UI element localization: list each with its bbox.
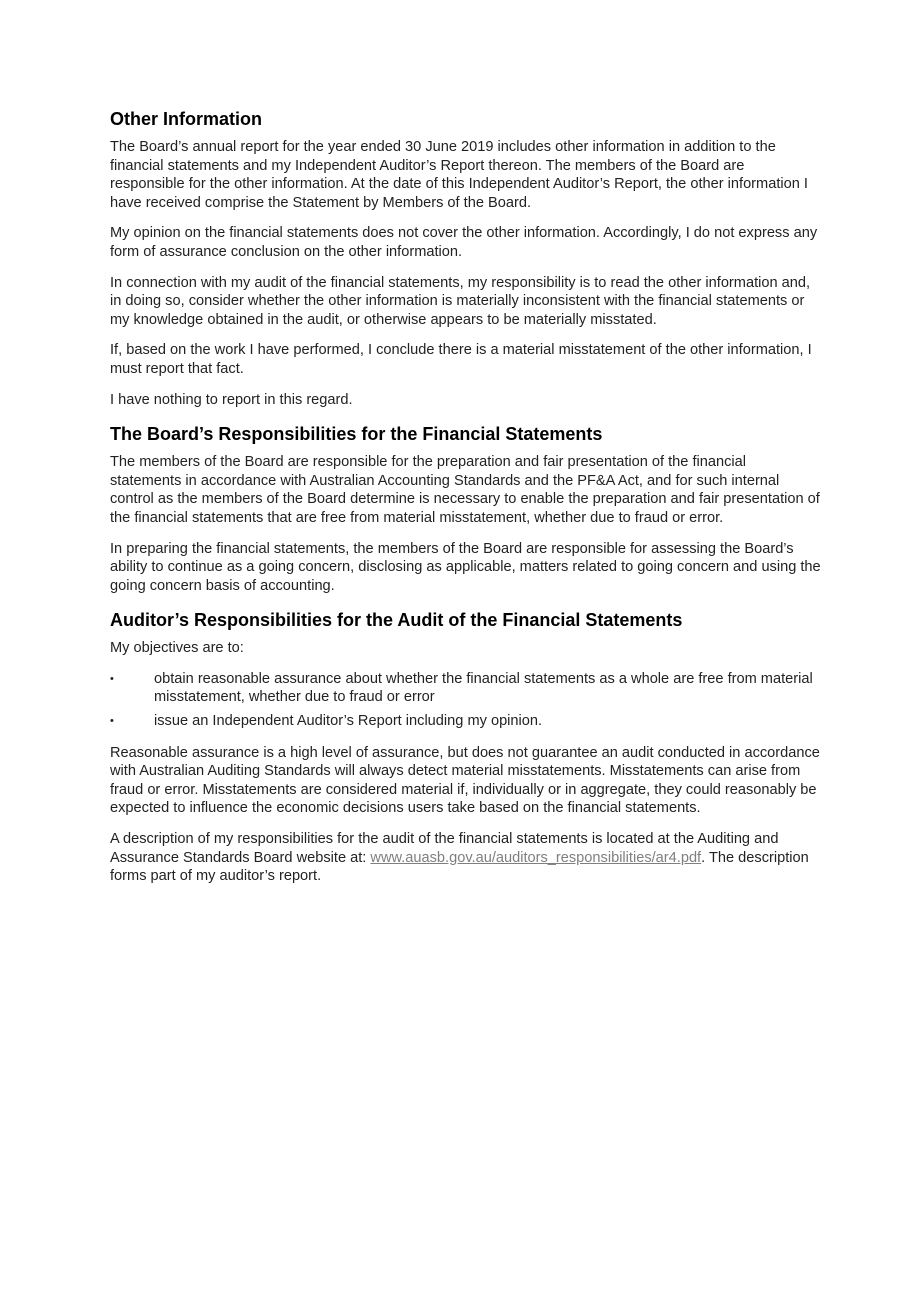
list-item (110, 670, 821, 707)
paragraph-with-link (110, 830, 821, 886)
paragraph: My opinion on the financial statements does not cover the other information. Accordingly, I do not express any form of assurance conclusion on the other information. (110, 225, 818, 260)
section-heading: Other Information (110, 109, 262, 129)
paragraph: If, based on the work I have performed, I conclude there is a material misstatement of the other information, I must report that fact. (110, 342, 812, 377)
list-item (110, 712, 821, 731)
section-heading: The Board’s Responsibilities for the Financial Statements (110, 424, 603, 445)
section-heading: Auditor’s Responsibilities for the Audit of the Financial Statements (110, 610, 683, 631)
section-other-information (110, 108, 821, 409)
list-item-text: issue an Independent Auditor’s Report including my opinion. (154, 713, 543, 730)
paragraph: My objectives are to: (110, 640, 244, 657)
auasb-responsibilities-link[interactable]: www.auasb.gov.au/auditors_responsibilities/ar4.pdf (370, 849, 702, 866)
paragraph: The members of the Board are responsible for the preparation and fair presentation of the financial statements in accordance with Australian Accounting Standards and the PF&A Act, and for such internal control as the members of the Board determine is necessary to enable the preparation and fair presentation of the financial statements that are free from material misstatement, whether due to fraud or error. (110, 454, 820, 526)
paragraph: In connection with my audit of the financial statements, my responsibility is to read the other information and, in doing so, consider whether the other information is materially inconsistent with the financial statements or my knowledge obtained in the audit, or otherwise appears to be materially misstated. (110, 274, 811, 328)
paragraph: Reasonable assurance is a high level of assurance, but does not guarantee an audit conducted in accordance with Australian Auditing Standards will always detect material misstatements. Misstatements can arise from fraud or error. Misstatements are considered material if, individually or in aggregate, they could reasonably be expected to influence the economic decisions users take based on the financial statements. (110, 744, 820, 817)
bullet-icon: • (110, 672, 114, 685)
paragraph: The Board’s annual report for the year ended 30 June 2019 includes other information in addition to the financial statements and my Independent Auditor’s Report thereon. The members of the Board are responsible for the other information. At the date of this Independent Auditor’s Report, the other information I have received comprise the Statement by Members of the Board. (110, 139, 808, 211)
section-board-responsibilities (110, 423, 821, 595)
paragraph: In preparing the financial statements, the members of the Board are responsible for assessing the Board’s ability to continue as a going concern, disclosing as applicable, matters related to going concern and using the going concern basis of accounting. (110, 540, 821, 594)
list-item-text: obtain reasonable assurance about whether the financial statements as a whole are free from material misstatement, whether due to fraud or error (154, 670, 813, 706)
link-trail-text: . The description forms part of my auditor’s report. (110, 849, 809, 885)
section-auditor-responsibilities (110, 609, 821, 886)
bullet-icon: • (110, 715, 114, 728)
link-lead-text: A description of my responsibilities for the audit of the financial statements is located at the Auditing and Assurance Standards Board website at: (110, 831, 779, 866)
objectives-list (110, 670, 821, 731)
paragraph: I have nothing to report in this regard. (110, 391, 353, 408)
